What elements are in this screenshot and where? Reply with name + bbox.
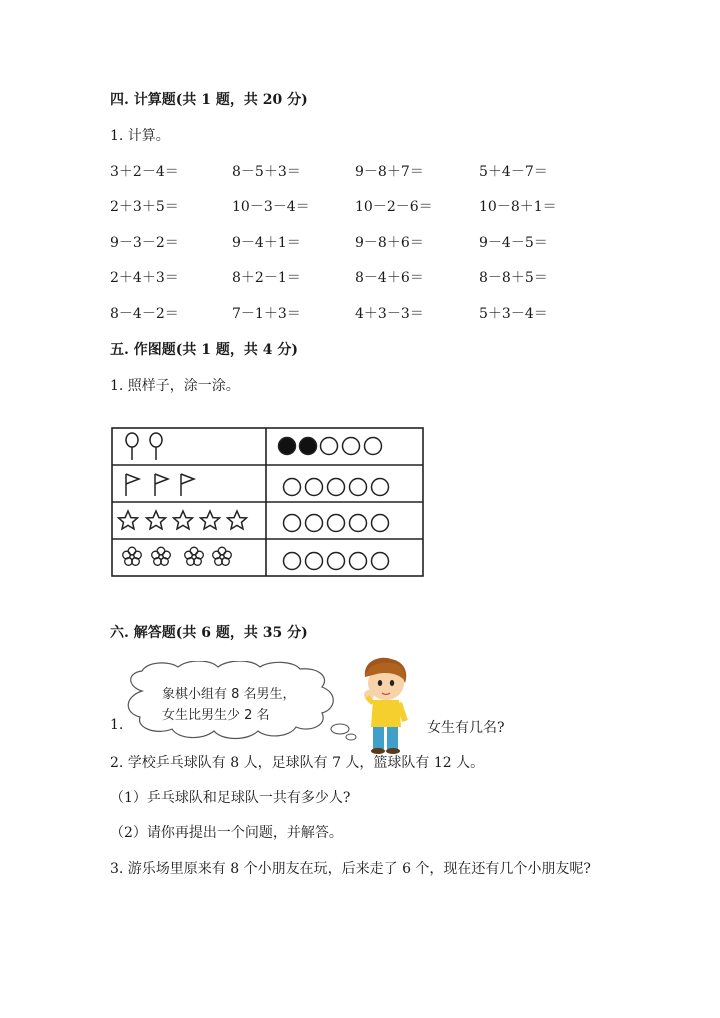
answer-circle-filled	[279, 438, 296, 455]
answer-circle	[328, 553, 345, 570]
star-icon	[119, 511, 138, 529]
calc-problem: 9－3－2＝	[110, 235, 179, 251]
calc-problem: 3＋2－4＝	[110, 164, 179, 180]
calc-problem: 9－4＋1＝	[232, 235, 301, 251]
answer-circle	[321, 438, 338, 455]
answer-circle	[350, 515, 367, 532]
answer-circle	[350, 553, 367, 570]
answer-circle	[372, 515, 389, 532]
calc-problem: 9－8＋6＝	[355, 235, 424, 251]
answer-circle	[343, 438, 360, 455]
q1-question: 女生有几名?	[427, 720, 505, 736]
answer-circle	[284, 553, 301, 570]
answer-circle	[306, 553, 323, 570]
star-icon	[228, 511, 247, 529]
calc-problem: 2＋3＋5＝	[110, 199, 179, 215]
answer-circle	[372, 479, 389, 496]
star-icon	[147, 511, 166, 529]
q2-sub2: （2）请你再提出一个问题，并解答。	[110, 825, 343, 841]
balloon-icon	[150, 433, 162, 460]
answer-circle	[328, 479, 345, 496]
circle-row	[279, 438, 382, 455]
coloring-table	[111, 427, 426, 579]
answer-circle	[372, 553, 389, 570]
section5-question-label: 1. 照样子，涂一涂。	[110, 378, 240, 394]
q2-text: 2. 学校乒乓球队有 8 人，足球队有 7 人，篮球队有 12 人。	[110, 755, 485, 771]
q2-sub1: （1）乒乓球队和足球队一共有多少人?	[110, 790, 351, 806]
calc-problem: 9－4－5＝	[479, 235, 548, 251]
q3-text: 3. 游乐场里原来有 8 个小朋友在玩，后来走了 6 个，现在还有几个小朋友呢?	[110, 861, 591, 877]
flag-icon	[181, 474, 194, 496]
section4-heading: 四. 计算题(共 1 题，共 20 分)	[110, 92, 308, 108]
flower-icon	[213, 547, 232, 565]
bubble-line-1: 象棋小组有 8 名男生，	[162, 687, 296, 702]
boy-illustration	[355, 655, 415, 755]
calc-problem: 9－8＋7＝	[355, 164, 424, 180]
answer-circle	[350, 479, 367, 496]
star-icon	[174, 511, 193, 529]
calc-problem: 10－2－6＝	[355, 199, 433, 215]
calc-problem: 5＋4－7＝	[479, 164, 548, 180]
calc-problem: 4＋3－3＝	[355, 306, 424, 322]
calc-problem: 2＋4＋3＝	[110, 270, 179, 286]
calc-problem: 8－4－2＝	[110, 306, 179, 322]
answer-circle	[284, 515, 301, 532]
calc-problem: 8－4＋6＝	[355, 270, 424, 286]
answer-circle	[328, 515, 345, 532]
circle-row	[284, 479, 389, 496]
calc-problem: 7－1＋3＝	[232, 306, 301, 322]
flag-icon	[155, 474, 168, 496]
answer-circle	[284, 479, 301, 496]
calc-problem: 10－3－4＝	[232, 199, 310, 215]
bubble-line-2: 女生比男生少 2 名	[162, 708, 270, 723]
circle-row	[284, 515, 389, 532]
section5-heading: 五. 作图题(共 1 题，共 4 分)	[110, 342, 298, 358]
star-icon	[201, 511, 220, 529]
answer-circle	[306, 479, 323, 496]
q1-number: 1.	[110, 717, 124, 733]
flower-icon	[123, 547, 142, 565]
section6-heading: 六. 解答题(共 6 题，共 35 分)	[110, 625, 308, 641]
calc-problem: 5＋3－4＝	[479, 306, 548, 322]
flower-icon	[185, 547, 204, 565]
calc-problem: 8－5＋3＝	[232, 164, 301, 180]
calc-problem: 8－8＋5＝	[479, 270, 548, 286]
flower-icon	[152, 547, 171, 565]
circle-row	[284, 553, 389, 570]
answer-circle	[306, 515, 323, 532]
thought-bubble	[118, 661, 358, 745]
flag-icon	[126, 474, 139, 496]
calc-problem: 8＋2－1＝	[232, 270, 301, 286]
answer-circle-filled	[300, 438, 317, 455]
section4-question-label: 1. 计算。	[110, 128, 170, 144]
calc-problem: 10－8＋1＝	[479, 199, 557, 215]
answer-circle	[365, 438, 382, 455]
balloon-icon	[126, 433, 138, 460]
